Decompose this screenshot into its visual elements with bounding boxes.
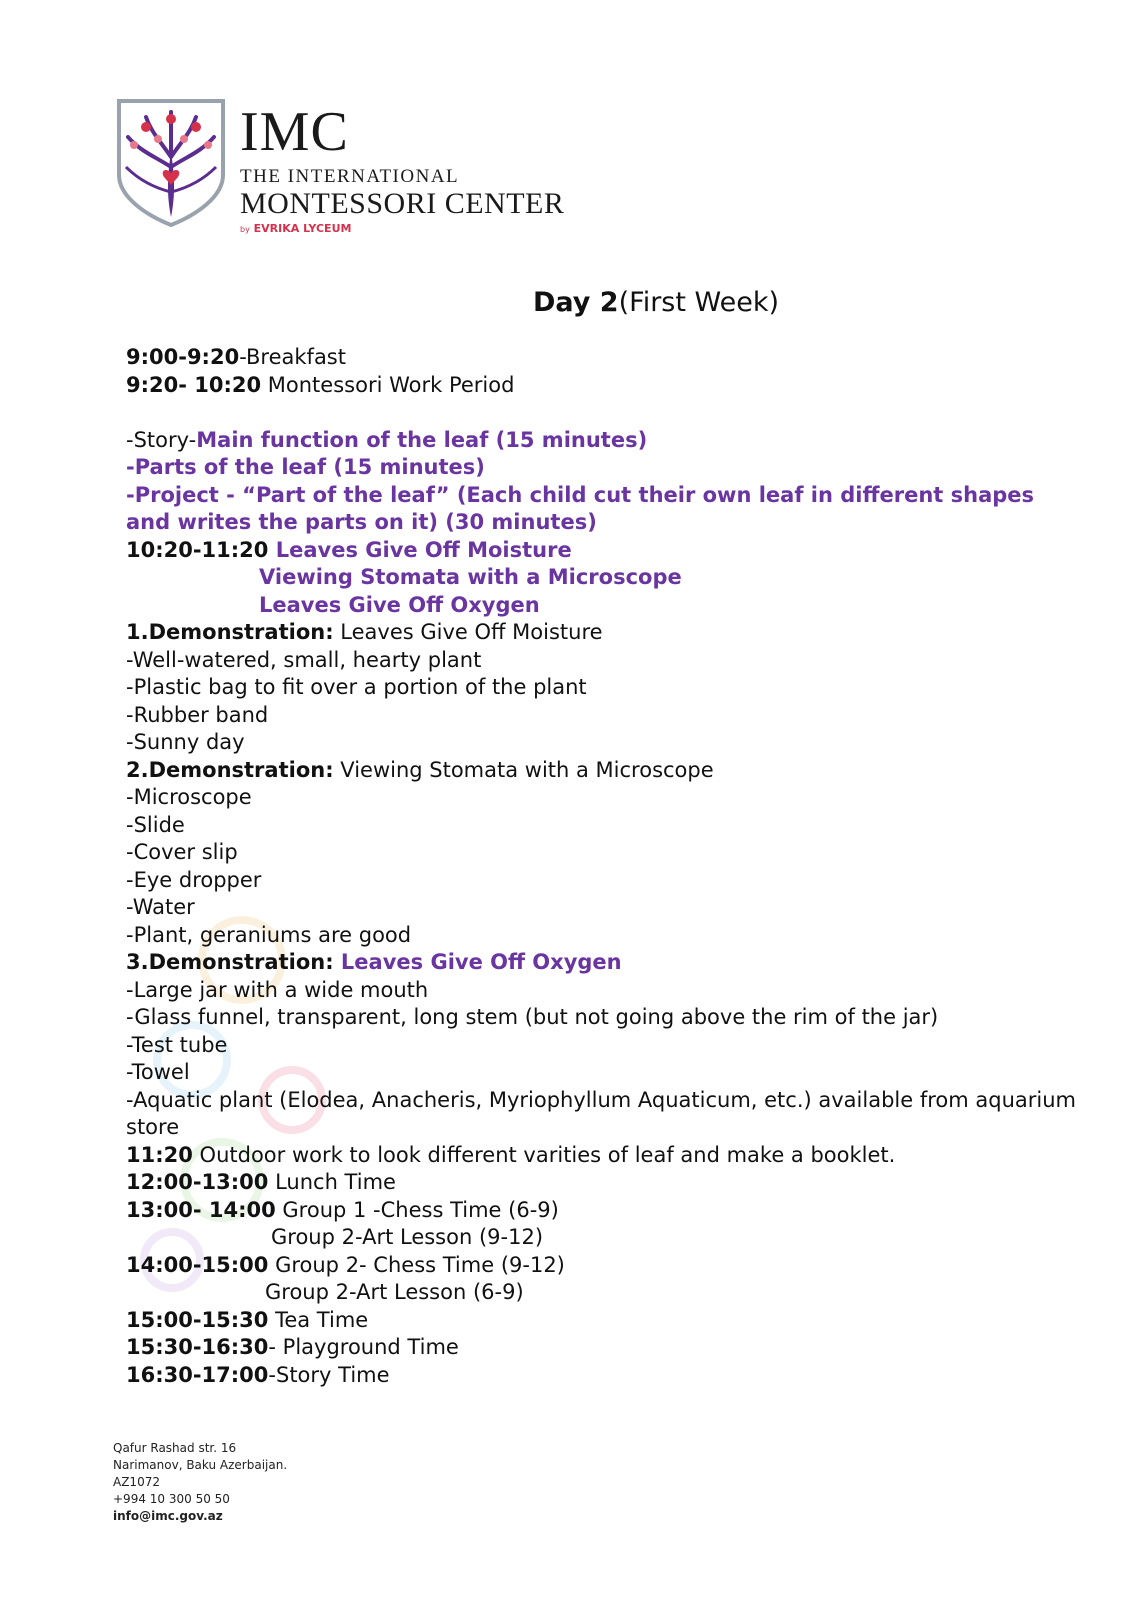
brand-line2: MONTESSORI CENTER	[240, 187, 565, 220]
time-label: 13:00- 14:00	[126, 1197, 276, 1222]
activity-highlight: Viewing Stomata with a Microscope	[259, 565, 682, 589]
brand-wordmark	[240, 101, 565, 235]
time-label: 15:30-16:30	[126, 1335, 269, 1359]
time-label: 12:00-13:00	[126, 1170, 269, 1194]
activity: Lunch Time	[268, 1170, 396, 1194]
activity: Group 2- Chess Time (9-12)	[268, 1252, 565, 1277]
schedule-row	[126, 537, 1076, 565]
email-address: info@imc.gov.az	[113, 1509, 223, 1523]
time-label: 9:00-9:20	[126, 345, 240, 369]
activity: Group 1 -Chess Time (6-9)	[275, 1197, 559, 1222]
activity-highlight: -Project - “Part of the leaf” (Each child cut their own leaf in different shapes and writes the parts on it) (30 minutes)	[126, 482, 1035, 534]
activity: Group 2-Art Lesson (6-9)	[265, 1280, 524, 1304]
activity-highlight: Main function of the leaf (15 minutes)	[196, 427, 648, 452]
brand-short: IMC	[240, 101, 349, 163]
postal-code: AZ1072	[113, 1475, 160, 1489]
demo-title: Leaves Give Off Moisture	[333, 620, 603, 644]
schedule-row	[126, 1142, 1076, 1170]
time-label: 10:20-11:20	[126, 537, 269, 562]
demo-label: 3.Demonstration:	[126, 950, 334, 974]
schedule-row	[126, 1362, 1076, 1390]
brand-by-prefix: by	[240, 225, 250, 234]
list-item: -Test tube	[126, 1032, 228, 1057]
phone-number: +994 10 300 50 50	[113, 1492, 230, 1506]
time-label: 11:20	[126, 1142, 193, 1167]
list-item: -Sunny day	[126, 730, 245, 754]
activity: Tea Time	[268, 1307, 369, 1332]
story-prefix: -Story-	[126, 427, 197, 452]
list-item: -Eye dropper	[126, 867, 262, 892]
brand-by: EVRIKA LYCEUM	[253, 222, 352, 235]
activity: Montessori Work Period	[261, 372, 515, 397]
schedule-row	[126, 1169, 1076, 1197]
list-item: -Glass funnel, transparent, long stem (but not going above the rim of the jar)	[126, 1005, 939, 1029]
page-title	[533, 287, 779, 318]
address-line: Narimanov, Baku Azerbaijan.	[113, 1458, 288, 1472]
demo-title: Viewing Stomata with a Microscope	[333, 757, 714, 782]
time-label: 15:00-15:30	[126, 1307, 269, 1332]
list-item: -Slide	[126, 812, 185, 837]
footer-contact	[113, 1440, 287, 1525]
list-item: -Water	[126, 895, 195, 919]
schedule-row	[126, 1307, 1076, 1335]
list-item: -Aquatic plant (Elodea, Anacheris, Myriophyllum Aquaticum, etc.) available from aquarium store	[126, 1087, 1076, 1139]
schedule-row	[126, 344, 1076, 372]
time-label: 14:00-15:00	[126, 1252, 269, 1277]
brand-line1: THE INTERNATIONAL	[240, 166, 460, 187]
time-label: 9:20- 10:20	[126, 372, 262, 397]
activity: -Breakfast	[239, 345, 346, 369]
title-week: (First Week)	[618, 287, 780, 318]
spacer	[126, 399, 1076, 427]
demonstration-heading	[126, 949, 1076, 977]
list-item: -Plastic bag to fit over a portion of the plant	[126, 675, 587, 699]
time-label: 16:30-17:00	[126, 1362, 269, 1387]
daily-schedule	[126, 344, 1076, 1389]
demo-title: Leaves Give Off Oxygen	[333, 950, 622, 974]
list-item: -Cover slip	[126, 840, 238, 864]
activity: - Playground Time	[268, 1335, 459, 1359]
schedule-row	[126, 427, 1076, 455]
demonstration-heading	[126, 619, 1076, 647]
brand-byline	[240, 222, 564, 235]
list-item: -Large jar with a wide mouth	[126, 977, 429, 1002]
schedule-row	[126, 1334, 1076, 1362]
list-item: -Rubber band	[126, 702, 269, 727]
activity-highlight: Leaves Give Off Moisture	[268, 537, 572, 562]
list-item: -Plant, geraniums are good	[126, 922, 412, 947]
activity: Outdoor work to look different varities of leaf and make a booklet.	[192, 1142, 896, 1167]
list-item: -Towel	[126, 1060, 190, 1084]
demo-label: 2.Demonstration:	[126, 757, 334, 782]
list-item: -Microscope	[126, 785, 252, 809]
activity: Group 2-Art Lesson (9-12)	[271, 1225, 544, 1249]
schedule-row	[126, 1252, 1076, 1280]
schedule-row	[126, 1197, 1076, 1225]
address-line: Qafur Rashad str. 16	[113, 1441, 237, 1455]
demonstration-heading	[126, 757, 1076, 785]
list-item: -Well-watered, small, hearty plant	[126, 647, 482, 672]
imc-tree-logo	[116, 97, 226, 227]
demo-label: 1.Demonstration:	[126, 620, 334, 644]
schedule-row	[126, 372, 1076, 400]
activity-highlight: -Parts of the leaf (15 minutes)	[126, 455, 485, 479]
title-day: Day 2	[533, 287, 619, 318]
activity: -Story Time	[268, 1362, 390, 1387]
activity-highlight: Leaves Give Off Oxygen	[259, 592, 540, 617]
